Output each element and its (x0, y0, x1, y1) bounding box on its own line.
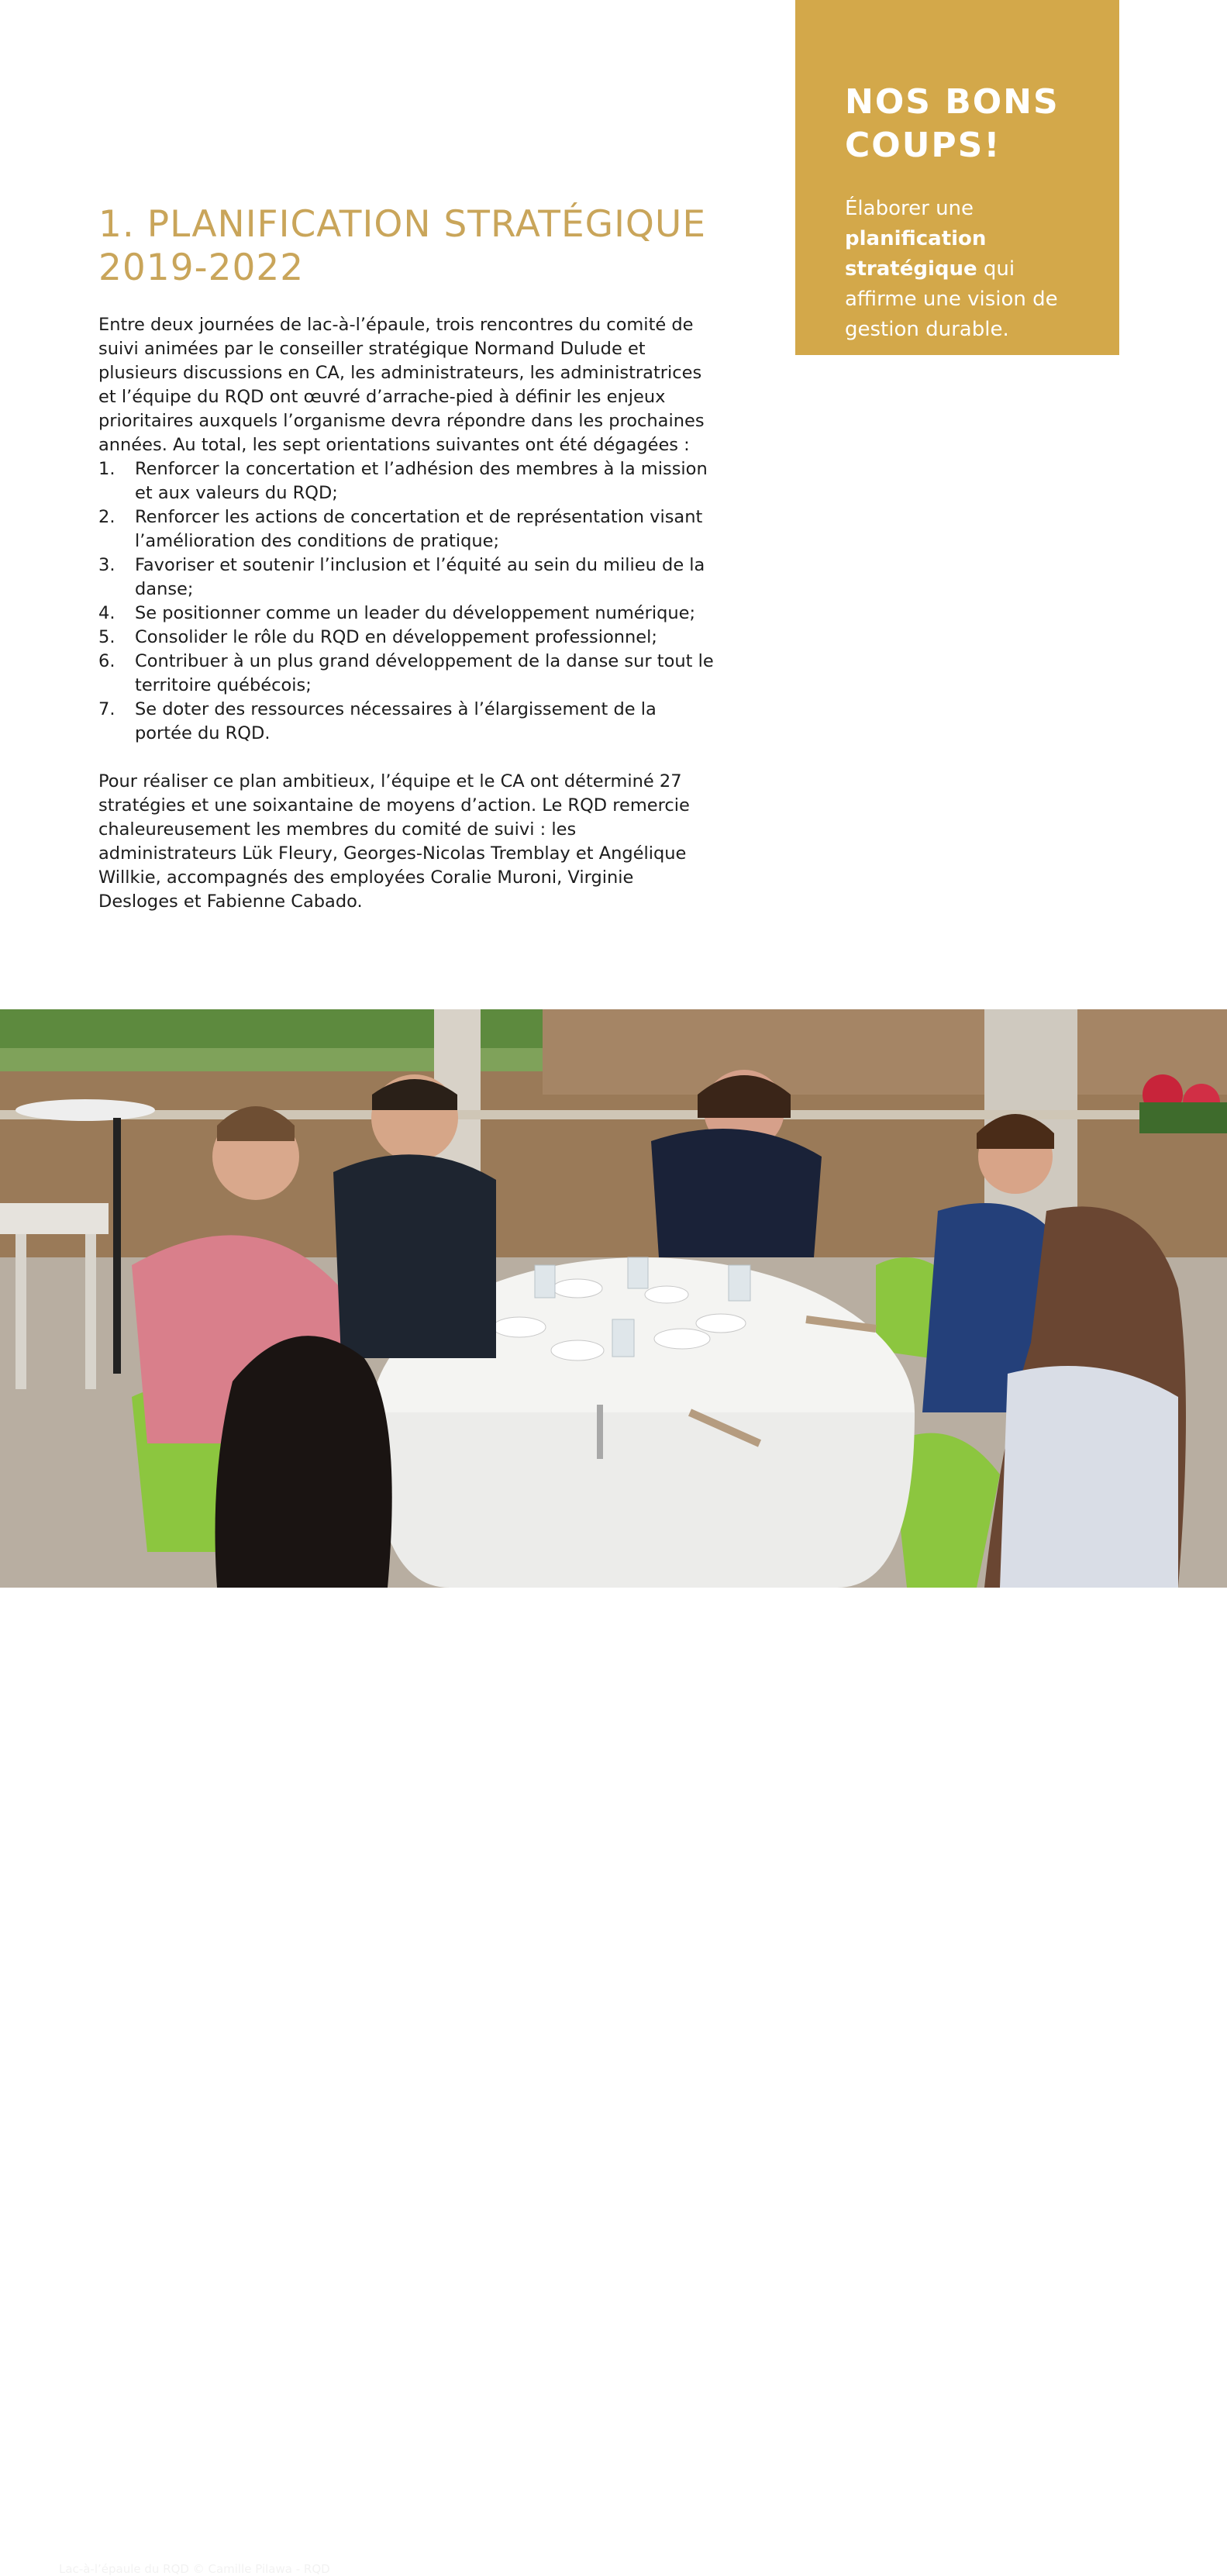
list-item-number: 4. (98, 603, 115, 623)
list-item (98, 650, 719, 698)
callout-title-line2: COUPS! (845, 126, 1001, 165)
callout-text (845, 194, 1088, 345)
list-item-text: Favoriser et soutenir l’inclusion et l’équité au sein du milieu de la danse; (135, 555, 705, 599)
list-item (98, 505, 719, 553)
callout-title-line1: NOS BONS (845, 82, 1060, 122)
list-item-text: Renforcer les actions de concertation et de représentation visant l’amélioration des conditions de pratique; (135, 507, 703, 551)
highlight-callout (795, 0, 1119, 355)
list-item-text: Renforcer la concertation et l’adhésion des membres à la mission et aux valeurs du RQD; (135, 459, 708, 503)
list-item-text: Se doter des ressources nécessaires à l’élargissement de la portée du RQD. (135, 699, 657, 743)
callout-text-bold: planification stratégique (845, 227, 987, 281)
list-item (98, 626, 719, 650)
section-title (98, 203, 734, 290)
list-item (98, 698, 719, 746)
section-title-line2: 2019-2022 (98, 247, 305, 289)
photo-caption: Lac-à-l’épaule du RQD © Camille Pilawa - RQD (59, 2562, 330, 2576)
list-item-text: Se positionner comme un leader du développement numérique; (135, 603, 696, 623)
callout-title (845, 81, 1088, 167)
callout-text-after: qui affirme une vision de gestion durable. (845, 257, 1058, 341)
section-body (98, 313, 719, 914)
list-item-number: 7. (98, 699, 115, 719)
list-item (98, 457, 719, 505)
meeting-photo-illustration (0, 1009, 1227, 1588)
list-item-number: 1. (98, 459, 115, 479)
list-item (98, 602, 719, 626)
intro-paragraph: Entre deux journées de lac-à-l’épaule, trois rencontres du comité de suivi animées par le conseiller stratégique Normand Dulude et plusieurs discussions en CA, les administrateurs, les administratrices et l’équipe du RQD ont œuvré d’arrache-pied à définir les enjeux prioritaires auxquels l’organisme devra répondre dans les prochaines années. Au total, les sept orientations suivantes ont été dégagées : (98, 315, 705, 455)
callout-text-before: Élaborer une (845, 197, 974, 220)
list-item (98, 553, 719, 602)
conclusion-paragraph: Pour réaliser ce plan ambitieux, l’équipe et le CA ont déterminé 27 stratégies et une soixantaine de moyens d’action. Le RQD remercie chaleureusement les membres du comité de suivi : les administrateurs Lük Fleury, Georges-Nicolas Tremblay et Angélique Willkie, accompagnés des employées Coralie Muroni, Virginie Desloges et Fabienne Cabado. (98, 771, 690, 912)
list-item-text: Consolider le rôle du RQD en développement professionnel; (135, 627, 657, 647)
list-item-number: 5. (98, 627, 115, 647)
list-item-text: Contribuer à un plus grand développement de la danse sur tout le territoire québécois; (135, 651, 714, 695)
section-title-line1: 1. PLANIFICATION STRATÉGIQUE (98, 203, 707, 246)
orientations-list (98, 457, 719, 746)
list-item-number: 3. (98, 555, 115, 575)
list-item-number: 2. (98, 507, 115, 527)
meeting-photo (0, 1009, 1227, 2576)
list-item-number: 6. (98, 651, 115, 671)
